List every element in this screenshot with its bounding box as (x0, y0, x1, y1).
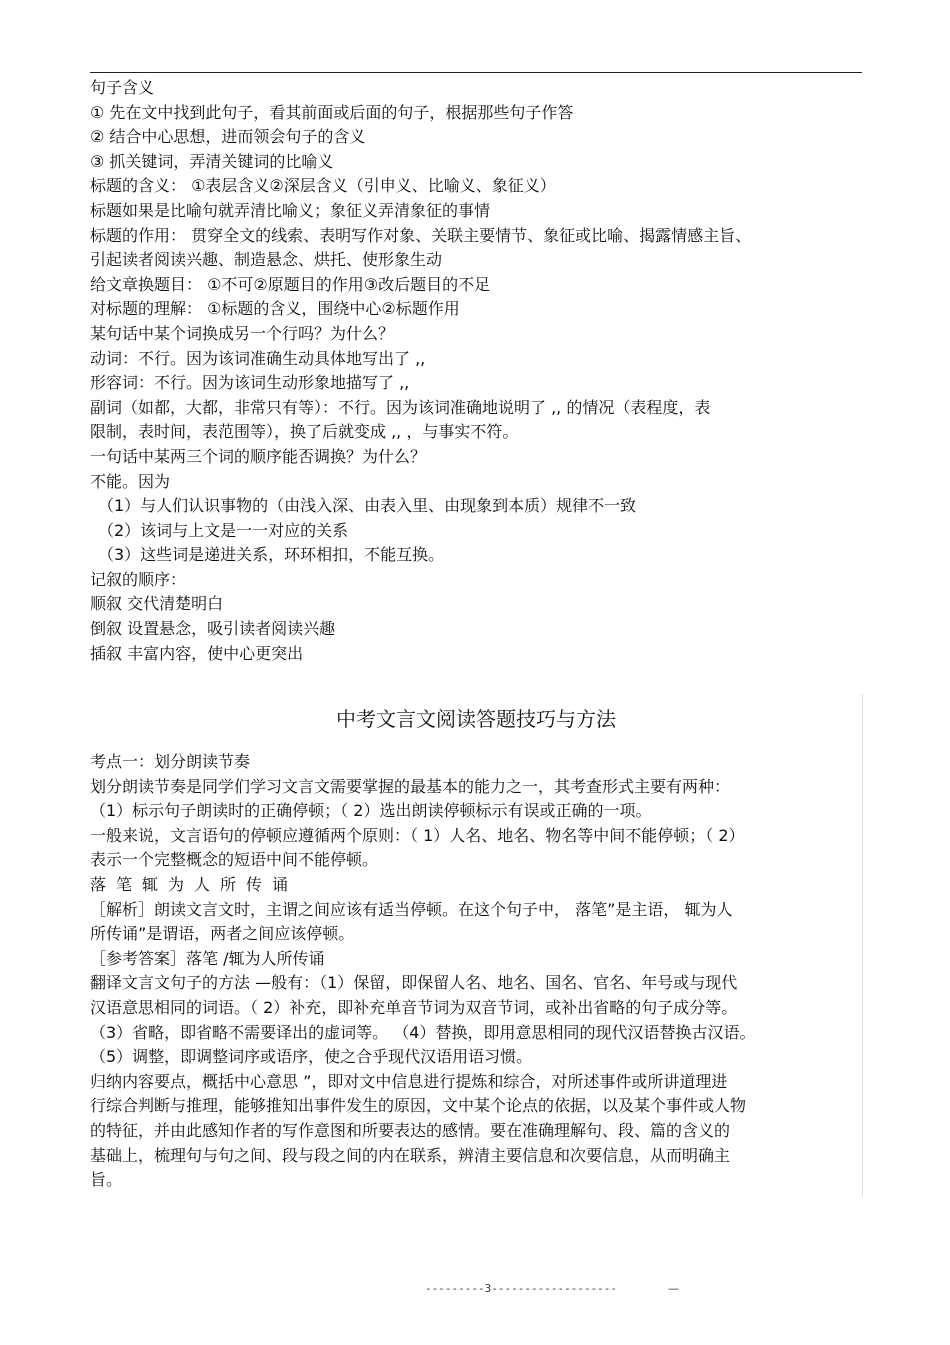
text-line: （3）这些词是递进关系，环环相扣，不能互换。 (98, 545, 445, 565)
section-body (90, 750, 862, 1193)
text-line: 标题的含义： ①表层含义②深层含义（引申义、比喻义、象征义） (90, 176, 556, 196)
text-line: 引起读者阅读兴趣、制造悬念、烘托、使形象生动 (90, 250, 443, 270)
text-line: （2）该词与上文是一一对应的关系 (98, 520, 349, 540)
text-line: （3）省略，即省略不需要译出的虚词等。 （4）替换，即用意思相同的现代汉语替换古汉语。 (90, 1022, 756, 1042)
text-line: 倒叙 设置悬念，吸引读者阅读兴趣 (90, 619, 336, 639)
text-line: 句子含义 (90, 78, 155, 97)
page-number: ---------3------------------- (425, 1282, 618, 1295)
text-line: 标题如果是比喻句就弄清比喻义；象征义弄清象征的事情 (90, 200, 491, 220)
section-title: 中考文言文阅读答题技巧与方法 (336, 707, 616, 731)
text-line: 基础上，梳理句与句之间、段与段之间的内在联系，辨清主要信息和次要信息，从而明确主 (90, 1145, 731, 1165)
text-line: ［解析］朗读文言文时，主谓之间应该有适当停顿。在这个句子中， 落笔”是主语， 辄为人 (90, 899, 733, 919)
text-line: 表示一个完整概念的短语中间不能停顿。 (90, 850, 379, 870)
text-line: 落笔辄为人所传诵 (90, 874, 299, 894)
text-line: 一句话中某两三个词的顺序能否调换？为什么？ (90, 446, 427, 466)
text-line: 汉语意思相同的词语。（ 2）补充，即补充单音节词为双音节词，或补出省略的句子成分等。 (90, 997, 738, 1017)
text-line: 插叙 丰富内容，使中心更突出 (90, 643, 304, 663)
text-line: 动词：不行。因为该词准确生动具体地写出了 ,, (90, 348, 426, 368)
text-line: 划分朗读节奏是同学们学习文言文需要掌握的最基本的能力之一，其考查形式主要有两种： (90, 776, 731, 796)
reading-tips-section (90, 76, 862, 666)
text-line: 形容词：不行。因为该词生动形象地描写了 ,, (90, 373, 410, 393)
text-line: 的特征，并由此感知作者的写作意图和所要表达的感情。要在准确理解句、段、篇的含义的 (90, 1120, 731, 1140)
text-line: 旨。 (90, 1170, 123, 1190)
text-line: 记叙的顺序： (90, 569, 187, 589)
text-line: 对标题的理解： ①标题的含义，围绕中心②标题作用 (90, 299, 460, 319)
text-line: ② 结合中心思想，进而领会句子的含义 (90, 127, 366, 147)
text-line: （1）与人们认识事物的（由浅入深、由表入里、由现象到本质）规律不一致 (98, 496, 637, 516)
top-rule (90, 72, 862, 73)
classical-chinese-section (90, 694, 863, 1196)
text-line: 不能。因为 (90, 471, 171, 491)
text-line: 翻译文言文句子的方法 —般有：（1）保留，即保留人名、地名、国名、官名、年号或与现代 (90, 973, 738, 993)
text-line: 一般来说，文言语句的停顿应遵循两个原则：（ 1）人名、地名、物名等中间不能停顿；（ 2） (90, 825, 745, 845)
text-line: （5）调整，即调整词序或语序，使之合乎现代汉语用语习惯。 (90, 1047, 533, 1067)
text-line: 所传诵”是谓语，两者之间应该停顿。 (90, 924, 355, 944)
text-line: 标题的作用： 贯穿全文的线索、表明写作对象、关联主要情节、象征或比喻、揭露情感主旨、 (90, 225, 752, 245)
footer-dash: — (668, 1282, 679, 1295)
text-line: 限制，表时间，表范围等），换了后就变成 ,, ，与事实不符。 (90, 422, 519, 442)
text-line: ［参考答案］落笔 /辄为人所传诵 (90, 948, 325, 968)
text-line: 行综合判断与推理，能够推知出事件发生的原因，文中某个论点的依据，以及某个事件或人物 (90, 1096, 747, 1116)
text-line: 副词（如都，大都，非常只有等）：不行。因为该词准确地说明了 ,, 的情况（表程度，表 (90, 397, 711, 417)
text-line: 给文章换题目： ①不可②原题目的作用③改后题目的不足 (90, 274, 491, 294)
text-line: （1）标示句子朗读时的正确停顿；（ 2）选出朗读停顿标示有误或正确的一项。 (90, 801, 652, 821)
text-line: ① 先在文中找到此句子，看其前面或后面的句子，根据那些句子作答 (90, 102, 574, 122)
text-line: 归纳内容要点，概括中心意思 ”，即对文中信息进行提炼和综合，对所述事件或所讲道理进 (90, 1071, 728, 1091)
text-line: 顺叙 交代清楚明白 (90, 594, 224, 614)
text-line: 考点一：划分朗读节奏 (90, 752, 251, 771)
text-line: 某句话中某个词换成另一个行吗？为什么？ (90, 323, 395, 343)
text-line: ③ 抓关键词，弄清关键词的比喻义 (90, 151, 334, 171)
page-footer (0, 1282, 950, 1302)
